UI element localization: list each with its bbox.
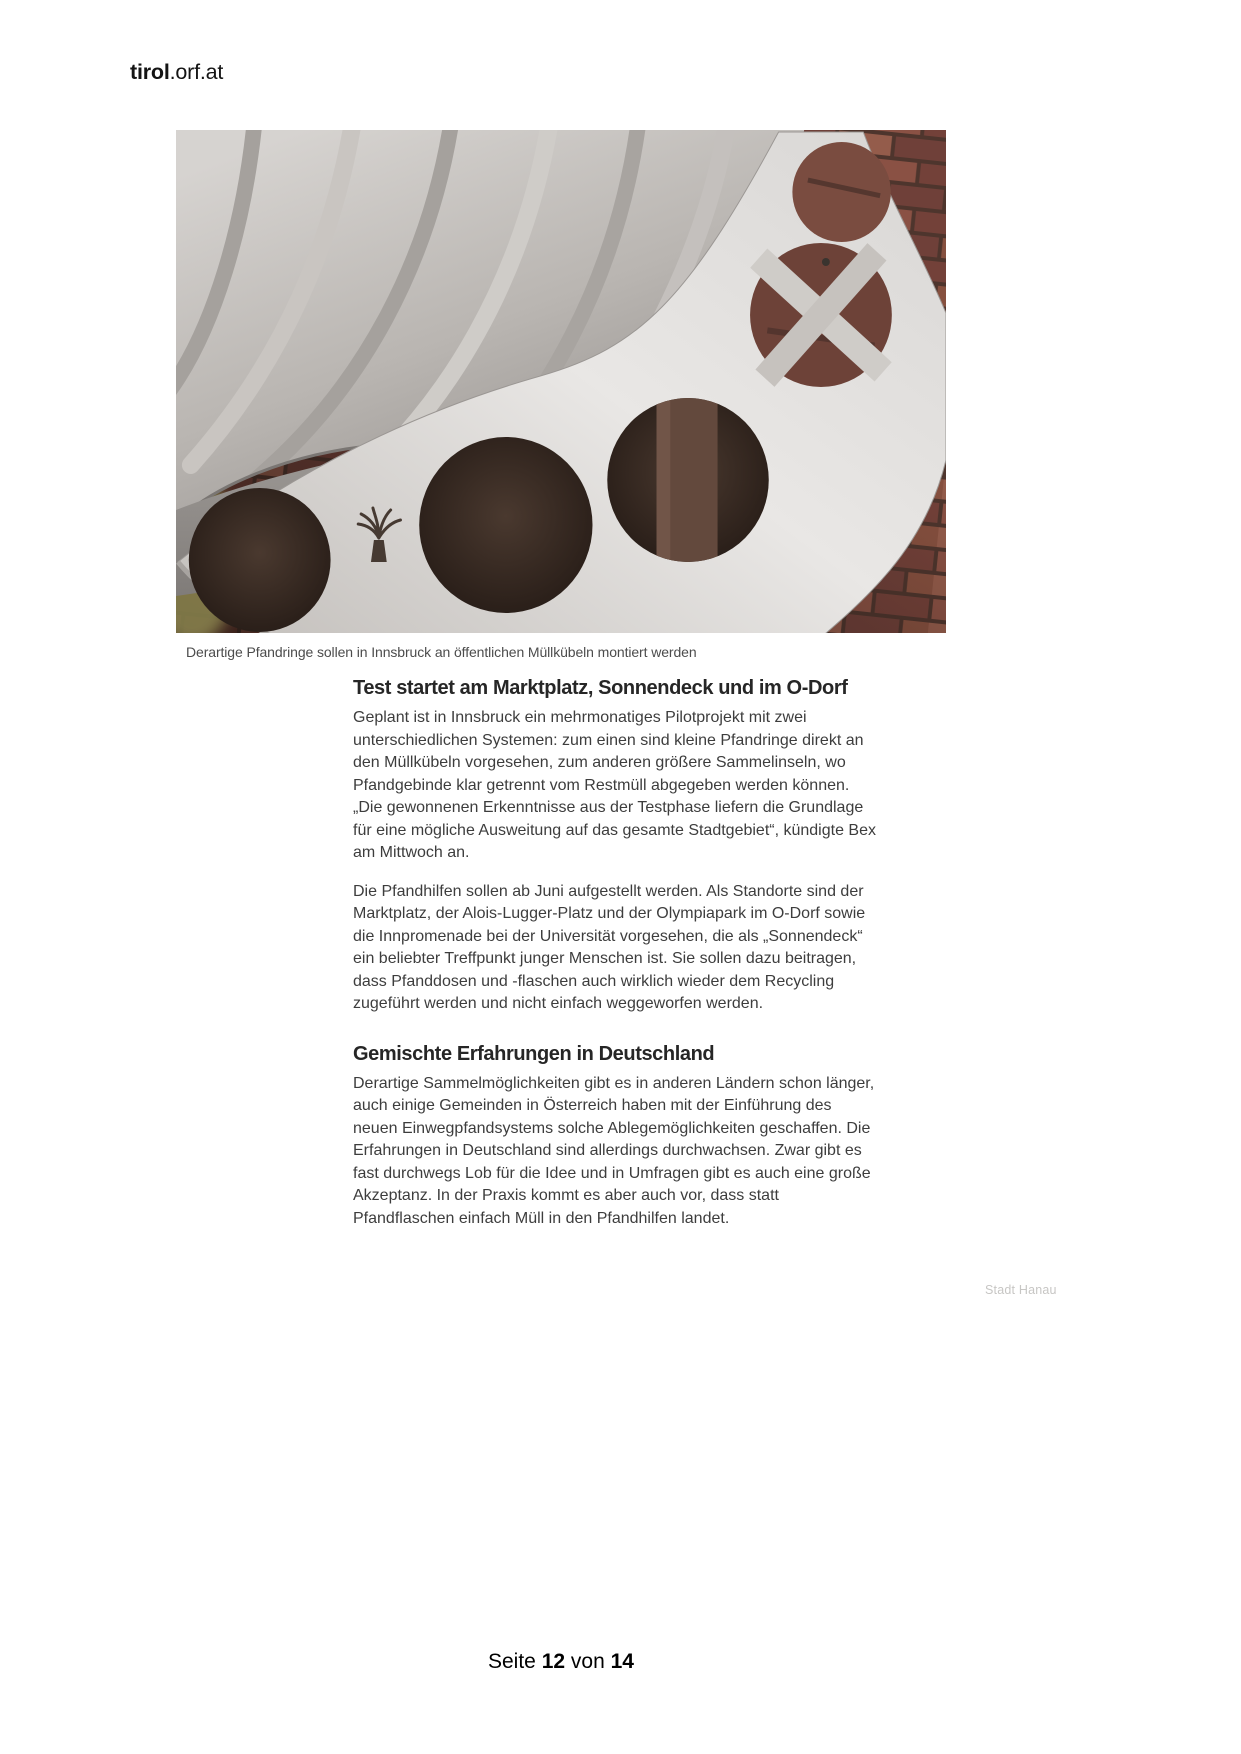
bin-support-post <box>657 398 718 562</box>
page-footer <box>176 1650 946 1674</box>
section-heading-1: Test startet am Marktplatz, Sonnendeck und im O-Dorf <box>353 677 848 699</box>
site-logo-bold: tirol <box>130 60 170 84</box>
section-heading-2: Gemischte Erfahrungen in Deutschland <box>353 1042 715 1065</box>
paragraph: Die Pfandhilfen sollen ab Juni aufgestellt werden. Als Standorte sind der Marktplatz, der Alois-Lugger-Platz und der Olympiapark im O-Dorf sowie die Innpromenade bei der Universität vorgesehen, die als „Sonnendeck“ ein beliebter Treffpunkt junger Menschen ist. Sie sollen dazu beitragen, dass Pfanddosen und -flaschen auch wirklich wieder dem Recycling zugeführt werden und nicht einfach weggeworfen werden. <box>353 882 866 1012</box>
site-logo-suffix: .orf.at <box>169 60 224 84</box>
footer-label-of: von <box>570 1650 605 1673</box>
ring-hole-center <box>419 437 592 613</box>
photo-credit: Stadt Hanau <box>985 1283 1057 1297</box>
image-caption: Derartige Pfandringe sollen in Innsbruck an öffentlichen Müllkübeln montiert werden <box>186 644 697 660</box>
footer-label-page: Seite <box>488 1650 536 1673</box>
ring-hole-top <box>792 142 890 242</box>
paragraph: Geplant ist in Innsbruck ein mehrmonatiges Pilotprojekt mit zwei unterschiedlichen Systemen: zum einen sind kleine Pfandringe direkt an den Müllkübeln vorgesehen, zum anderen größere Sammelinseln, wo Pfandgebinde klar getrennt vom Restmüll abgegeben werden können. „Die gewonnenen Erkenntnisse aus der Testphase liefern die Grundlage für eine mögliche Ausweitung auf das gesamte Stadtgebiet“, kündigte Bex am Mittwoch an. <box>353 709 876 861</box>
article-figure <box>176 130 946 660</box>
paragraph: Derartige Sammelmöglichkeiten gibt es in anderen Ländern schon länger, auch einige Gemeinden in Österreich haben mit der Einführung des neuen Einwegpfandsystems solche Ablegemöglichkeiten geschaffen. Die Erfahrungen in Deutschland sind allerdings durchwachsen. Zwar gibt es fast durchwegs Lob für die Idee und in Umfragen gibt es auch eine große Akzeptanz. In der Praxis kommt es aber auch vor, dass statt Pfandflaschen einfach Müll in den Pfandhilfen landet. <box>353 1074 875 1227</box>
footer-page-total: 14 <box>610 1650 634 1673</box>
article-body <box>353 676 877 1246</box>
site-logo <box>130 60 223 85</box>
article-photo <box>176 130 946 633</box>
ring-hole-left <box>189 488 331 632</box>
rivet <box>822 258 830 266</box>
footer-page-number: 12 <box>541 1650 566 1673</box>
